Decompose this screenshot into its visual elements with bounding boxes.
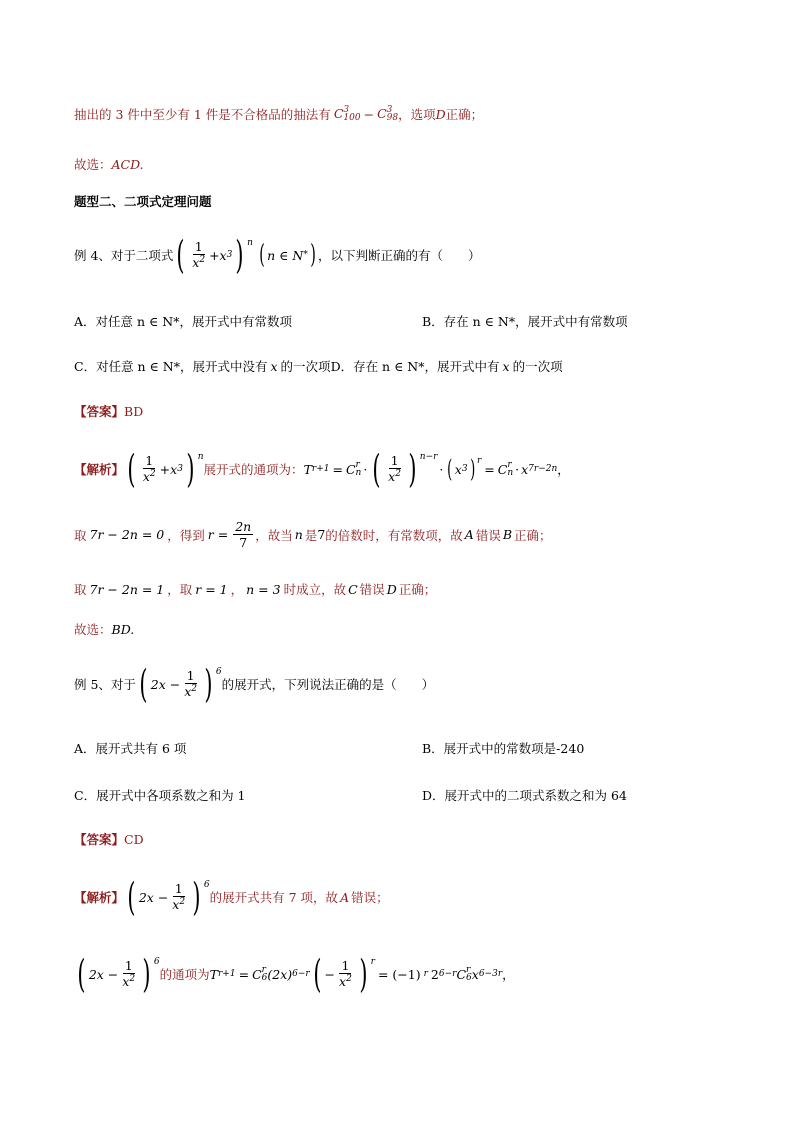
example-5-options-cd <box>74 786 754 804</box>
option-b: B．展开式中的常数项是-240 <box>422 741 585 756</box>
solution-5-line-2: ( 2x − $\frac{1}{x^2}$ ) 6 的通项为 T r+1 = C r 6 (2x) 6−r ( − $\frac{1}{x^2}$ ) r = (−1) r 2 6−r C r 6 x 6−3r ， <box>77 952 515 996</box>
solution-4-answer: 故选： BD. <box>74 621 135 637</box>
answer-5: 【答案】 CD <box>74 831 144 847</box>
solution-4-line-2: 取 7r − 2n = 0 ，得到 r = $\frac{2n}{7}$ ，故当 n 是 7 的倍数时，有常数项，故 A 错误 B 正确； <box>74 519 552 550</box>
example-4-options-ab <box>74 312 754 330</box>
option-a: A．展开式共有 6 项 <box>74 741 187 756</box>
option-d: D．存在 n ∈ N*，展开式中有 <box>330 359 500 374</box>
solution-5-line-1: 【解析】 ( 2x − $\frac{1}{x^2}$ ) 6 的展开式共有 7 项，故 A 错误； <box>74 875 389 919</box>
example-5-options-ab <box>74 739 754 757</box>
solution-4-line-1: 【解析】 ( $\frac{1}{x^2}$ + x 3 ) n 展开式的通项为： T r+1 = C r n · ( $\frac{1}{x^2}$ ) n−r · ( x 3 ) r = C r n · x 7r−2n ， <box>74 447 570 491</box>
example-4-stem: 例 4、对于二项式 ( $\frac{1}{x^2}$ + x 3 ) n ( n ∈ N * ) ，以下判断正确的有（ ） <box>74 233 481 277</box>
solution-4-line-3: 取 7r − 2n = 1 ，取 r = 1 ， n = 3 时成立，故 C 错误 D 正确； <box>74 581 437 597</box>
option-b: B．存在 n ∈ N*，展开式中有常数项 <box>422 314 628 329</box>
section-title: 题型二、二项式定理问题 <box>74 194 212 209</box>
example-4-options-cd: C．对任意 n ∈ N*，展开式中没有 x 的一次项 D．存在 n ∈ N*，展开式中有 x 的一次项 <box>74 358 563 374</box>
option-c: C．对任意 n ∈ N*，展开式中没有 <box>74 359 268 374</box>
example-5-stem: 例 5、对于 ( 2x − $\frac{1}{x^2}$ ) 6 的展开式，下列说法正确的是（ ） <box>74 662 435 706</box>
option-a: A．对任意 n ∈ N*，展开式中有常数项 <box>74 314 292 329</box>
answer-choice-line: 故选： ACD. <box>74 156 144 172</box>
option-c: C．展开式中各项系数之和为 1 <box>74 788 246 803</box>
fraction: $\frac{1}{x^2}$ <box>192 239 206 270</box>
option-d: D．展开式中的二项式系数之和为 64 <box>422 788 627 803</box>
combination-c100: C 3 100 <box>333 105 361 124</box>
solution-line-1: 抽出的 3 件中至少有 1 件是不合格品的抽法有 C 3 100 − C 3 98 ，选项 D 正确； <box>74 105 484 124</box>
combination-c98: C 3 98 <box>377 105 399 124</box>
answer-4: 【答案】 BD <box>74 403 144 419</box>
text: 抽出的 3 件中至少有 1 件是不合格品的抽法有 <box>74 107 331 122</box>
